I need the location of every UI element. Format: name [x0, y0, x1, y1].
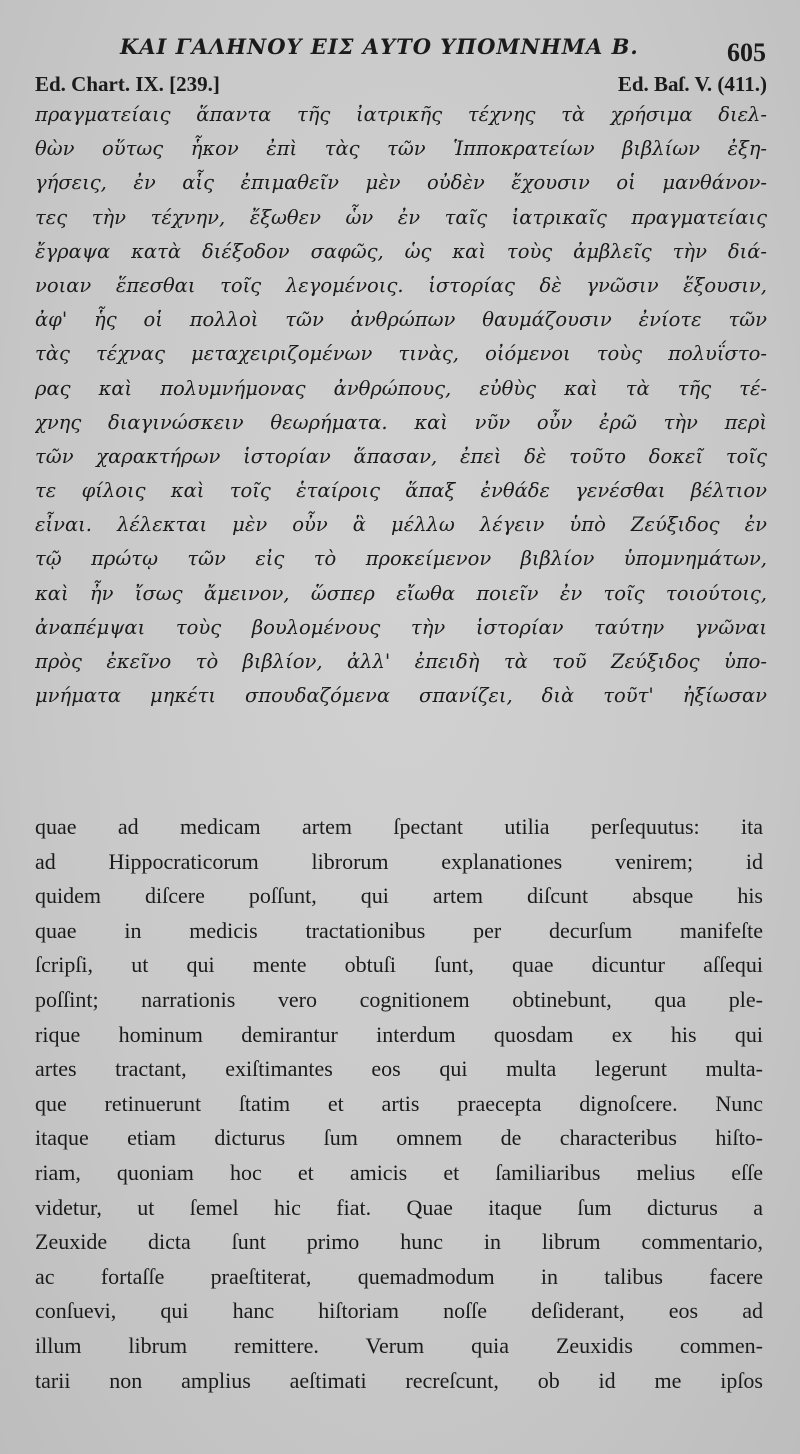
- latin-line: itaque etiam dicturus ſum omnem de characteribus hiſto-: [35, 1125, 763, 1151]
- greek-line: ρας καὶ πολυμνήμονας ἀνθρώπους, εὐθὺς καὶ τὰ τῆς τέ-: [35, 376, 767, 400]
- greek-line: μνήματα μηκέτι σπουδαζόμενα σπανίζει, διὰ τοῦτ' ἠξίωσαν: [35, 684, 767, 708]
- latin-line: illum librum remittere. Verum quia Zeuxidis commen-: [35, 1332, 763, 1358]
- latin-line: tarii non amplius aeſtimati recreſcunt, ob id me ipſos: [35, 1367, 763, 1393]
- greek-line: τῷ πρώτῳ τῶν εἰς τὸ προκείμενον βιβλίον ὑπομνημάτων,: [35, 547, 767, 571]
- greek-line: πραγματείαις ἅπαντα τῆς ἰατρικῆς τέχνης τὰ χρήσιμα διελ-: [35, 103, 767, 126]
- latin-line: videtur, ut ſemel hic fiat. Quae itaque ſum dicturus a: [35, 1194, 763, 1220]
- latin-line: quae in medicis tractationibus per decurſum manifeſte: [35, 917, 763, 943]
- latin-line: riam, quoniam hoc et amicis et ſamiliaribus melius eſſe: [35, 1159, 763, 1185]
- latin-text-block: [35, 810, 763, 1398]
- latin-line: que retinuerunt ſtatim et artis praecepta dignoſcere. Nunc: [35, 1090, 763, 1116]
- latin-line: ad Hippocraticorum librorum explanationes venirem; id: [35, 848, 763, 874]
- greek-line: ἔγραψα κατὰ διέξοδον σαφῶς, ὡς καὶ τοὺς ἀμβλεῖς τὴν διά-: [35, 239, 767, 263]
- greek-line: πρὸς ἐκεῖνο τὸ βιβλίον, ἀλλ' ἐπειδὴ τὰ τοῦ Ζεύξιδος ὑπο-: [35, 650, 767, 673]
- greek-line: χνης διαγινώσκειν θεωρήματα. καὶ νῦν οὖν ἐρῶ τὴν περὶ: [35, 410, 767, 434]
- latin-line: ac fortaſſe praeſtiterat, quemadmodum in talibus facere: [35, 1263, 763, 1289]
- latin-line: Zeuxide dicta ſunt primo hunc in librum commentario,: [35, 1229, 763, 1255]
- running-head: [0, 28, 800, 68]
- edition-basel: Ed. Baſ. V. (411.): [617, 72, 767, 96]
- greek-line: γήσεις, ἐν αἷς ἐπιμαθεῖν μὲν οὐδὲν ἔχουσιν οἱ μανθάνον-: [35, 171, 767, 195]
- greek-line: νοιαν ἕπεσθαι τοῖς λεγομένοις. ἱστορίας δὲ γνῶσιν ἕξουσιν,: [35, 273, 767, 297]
- edition-chartier: Ed. Chart. IX. [239.]: [35, 72, 220, 96]
- latin-line: rique hominum demirantur interdum quosdam ex his qui: [35, 1021, 763, 1047]
- latin-line: ſcripſi, ut qui mente obtuſi ſunt, quae dicuntur aſſequi: [35, 952, 763, 978]
- greek-line: τες τὴν τέχνην, ἔξωθεν ὧν ἐν ταῖς ἰατρικαῖς πραγματείαις: [35, 205, 767, 229]
- page-number: 605: [727, 38, 766, 67]
- greek-line: ἀφ' ἧς οἱ πολλοὶ τῶν ἀνθρώπων θαυμάζουσιν ἐνίοτε τῶν: [35, 308, 767, 332]
- greek-line: θὼν οὕτως ἧκον ἐπὶ τὰς τῶν Ἱπποκρατείων βιβλίων ἐξη-: [35, 137, 767, 161]
- edition-line: [35, 72, 767, 98]
- greek-text-block: [35, 98, 767, 713]
- greek-line: τε φίλοις καὶ τοῖς ἑταίροις ἅπαξ ἐνθάδε γενέσθαι βέλτιον: [35, 479, 767, 503]
- running-title: ΚΑΙ ΓΑΛΗΝΟΥ ΕΙΣ ΑΥΤΟ ΥΠΟΜΝΗΜΑ Β.: [120, 34, 639, 59]
- greek-line: καὶ ἦν ἴσως ἄμεινον, ὥσπερ εἴωθα ποιεῖν ἐν τοῖς τοιούτοις,: [35, 581, 767, 605]
- greek-line: τὰς τέχνας μεταχειριζομένων τινὰς, οἰόμενοι τοὺς πολυΐστο-: [35, 342, 767, 366]
- greek-line: εἶναι. λέλεκται μὲν οὖν ἃ μέλλω λέγειν ὑπὸ Ζεύξιδος ἐν: [35, 513, 767, 537]
- latin-line: artes tractant, exiſtimantes eos qui multa legerunt multa-: [35, 1056, 763, 1082]
- latin-line: quae ad medicam artem ſpectant utilia perſequutus: ita: [35, 814, 763, 839]
- latin-line: poſſint; narrationis vero cognitionem obtinebunt, qua ple-: [35, 986, 763, 1012]
- latin-line: conſuevi, qui hanc hiſtoriam noſſe deſiderant, eos ad: [35, 1298, 763, 1324]
- greek-line: τῶν χαρακτήρων ἱστορίαν ἅπασαν, ἐπεὶ δὲ τοῦτο δοκεῖ τοῖς: [35, 444, 767, 468]
- latin-line: quidem diſcere poſſunt, qui artem diſcunt absque his: [35, 883, 763, 909]
- greek-line: ἀναπέμψαι τοὺς βουλομένους τὴν ἱστορίαν ταύτην γνῶναι: [35, 615, 767, 639]
